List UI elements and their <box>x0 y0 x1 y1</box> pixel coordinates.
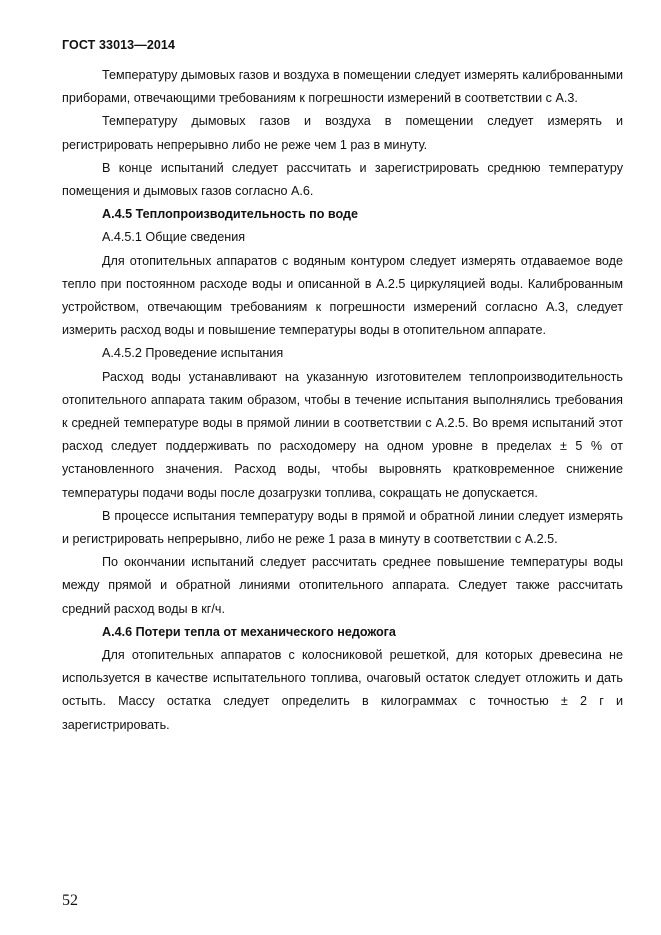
page-body <box>62 64 623 737</box>
document-header: ГОСТ 33013—2014 <box>62 38 176 52</box>
paragraph: Расход воды устанавливают на указанную изготовителем теплопроизводительность отопительного аппарата таким образом, чтобы в течение испытания выполнялись требования к средней температуре воды в прямой линии в соответствии с А.2.5. Во время испытаний этот расход следует поддерживать по расходомеру на одном уровне в пределах ± 5 % от установленного значения. Расход воды, чтобы выровнять кратковременное снижение температуры подачи воды после дозагрузки топлива, сокращать не допускается. <box>62 369 623 500</box>
paragraph: Температуру дымовых газов и воздуха в помещении следует измерять и регистрировать непрерывно либо не реже чем 1 раз в минуту. <box>62 114 623 152</box>
paragraph: Температуру дымовых газов и воздуха в помещении следует измерять калиброванными приборами, отвечающими требованиям к погрешности измерений в соответствии с А.3. <box>62 68 623 106</box>
page-number: 52 <box>62 892 78 909</box>
section-heading: А.4.5 Теплопроизводительность по воде <box>102 207 358 222</box>
paragraph: В конце испытаний следует рассчитать и зарегистрировать среднюю температуру помещения и дымовых газов согласно А.6. <box>62 160 623 199</box>
paragraph: Для отопительных аппаратов с колосниковой решеткой, для которых древесина не используется в качестве испытательного топлива, очаговый остаток следует отложить и дать остыть. Массу остатка следует определить в килограммах с точностью ± 2 г и зарегистрировать. <box>62 648 623 732</box>
paragraph: В процессе испытания температуру воды в прямой и обратной линии следует измерять и регистрировать непрерывно, либо не реже 1 раза в минуту в соответствии с А.2.5. <box>62 508 623 547</box>
subsection-heading: А.4.5.1 Общие сведения <box>102 230 246 245</box>
subsection-heading: А.4.5.2 Проведение испытания <box>102 346 284 361</box>
section-heading: А.4.6 Потери тепла от механического недожога <box>102 624 396 639</box>
paragraph: По окончании испытаний следует рассчитать среднее повышение температуры воды между прямой и обратной линиями отопительного аппарата. Следует также рассчитать средний расход воды в кг/ч. <box>62 555 623 616</box>
paragraph: Для отопительных аппаратов с водяным контуром следует измерять отдаваемое воде тепло при постоянном расходе воды и описанной в А.2.5 циркуляцией воды. Калиброванным устройством, отвечающим требованиям к погрешности измерений согласно А.3, следует измерить расход воды и повышение температуры воды в отопительном аппарате. <box>62 253 623 338</box>
